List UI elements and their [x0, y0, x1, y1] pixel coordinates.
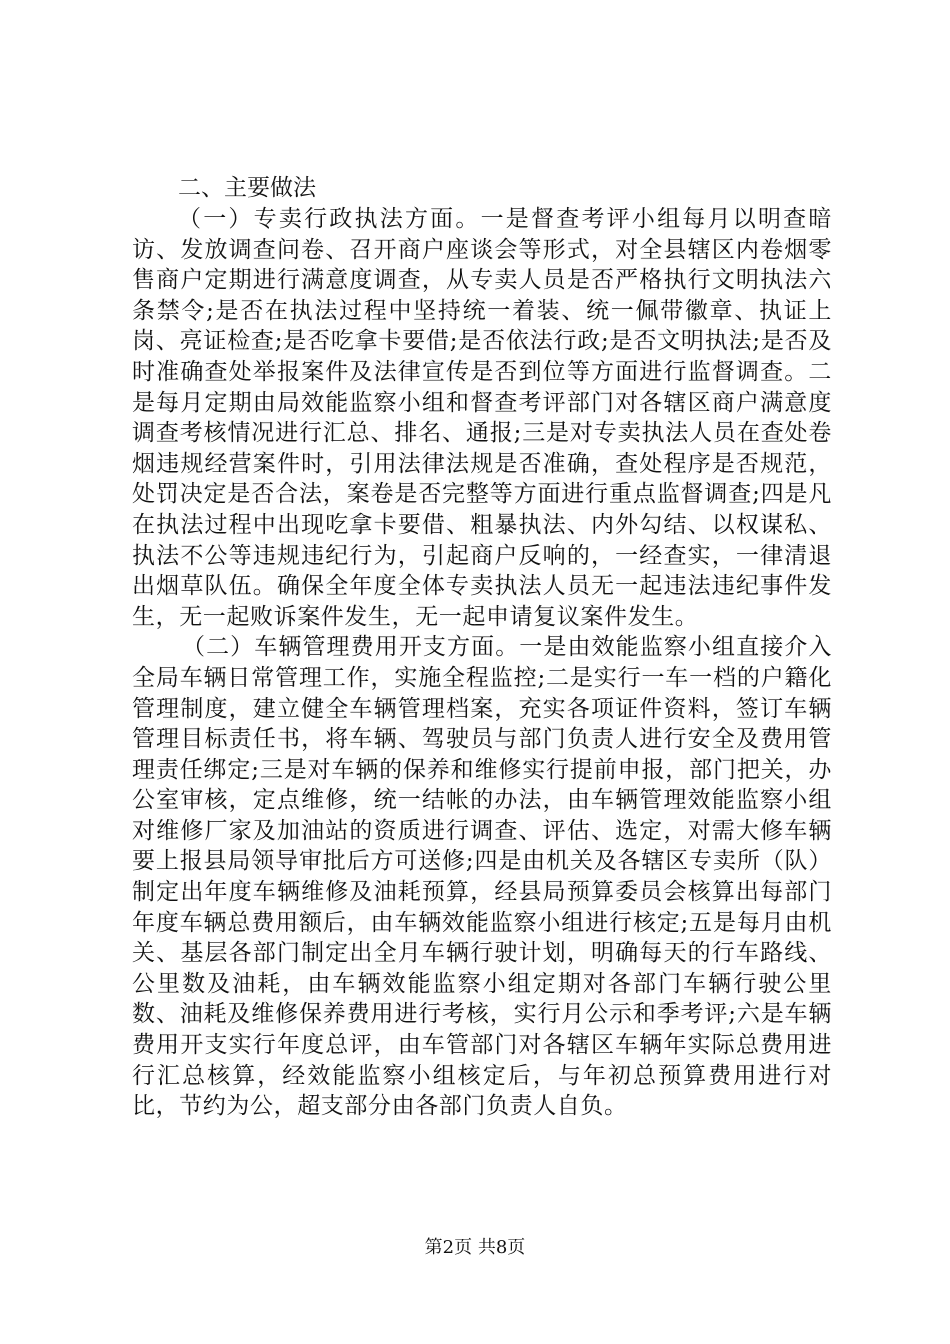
- paragraph-law-enforcement: （一）专卖行政执法方面。一是督查考评小组每月以明查暗访、发放调查问卷、召开商户座谈会等形式，对全县辖区内卷烟零售商户定期进行满意度调查，从专卖人员是否严格执行文明执法六条禁令;是否在执法过程中坚持统一着装、统一佩带徽章、执证上岗、亮证检查;是否吃拿卡要借;是否依法行政;是否文明执法;是否及时准确查处举报案件及法律宣传是否到位等方面进行监督调查。二是每月定期由局效能监察小组和督查考评部门对各辖区商户满意度调查考核情况进行汇总、排名、通报;三是对专卖执法人员在查处卷烟违规经营案件时，引用法律法规是否准确，查处程序是否规范，处罚决定是否合法，案卷是否完整等方面进行重点监督调查;四是凡在执法过程中出现吃拿卡要借、粗暴执法、内外勾结、以权谋私、执法不公等违规违纪行为，引起商户反响的，一经查实，一律清退出烟草队伍。确保全年度全体专卖执法人员无一起违法违纪事件发生，无一起败诉案件发生，无一起申请复议案件发生。: [132, 206, 832, 630]
- page-number-footer: 第2页 共8页: [424, 1237, 526, 1258]
- document-body: [132, 172, 832, 1122]
- paragraph-vehicle-management: （二）车辆管理费用开支方面。一是由效能监察小组直接介入全局车辆日常管理工作，实施全程监控;二是实行一车一档的户籍化管理制度，建立健全车辆管理档案，充实各项证件资料，签订车辆管理目标责任书，将车辆、驾驶员与部门负责人进行安全及费用管理责任绑定;三是对车辆的保养和维修实行提前申报，部门把关，办公室审核，定点维修，统一结帐的办法，由车辆管理效能监察小组对维修厂家及加油站的资质进行调查、评估、选定，对需大修车辆要上报县局领导审批后方可送修;四是由机关及各辖区专卖所（队）制定出年度车辆维修及油耗预算，经县局预算委员会核算出每部门年度车辆总费用额后，由车辆效能监察小组进行核定;五是每月由机关、基层各部门制定出全月车辆行驶计划，明确每天的行车路线、公里数及油耗，由车辆效能监察小组定期对各部门车辆行驶公里数、油耗及维修保养费用进行考核，实行月公示和季考评;六是车辆费用开支实行年度总评，由车管部门对各辖区车辆年实际总费用进行汇总核算，经效能监察小组核定后，与年初总预算费用进行对比，节约为公，超支部分由各部门负责人自负。: [132, 634, 832, 1120]
- section-heading: 二、主要做法: [178, 175, 316, 201]
